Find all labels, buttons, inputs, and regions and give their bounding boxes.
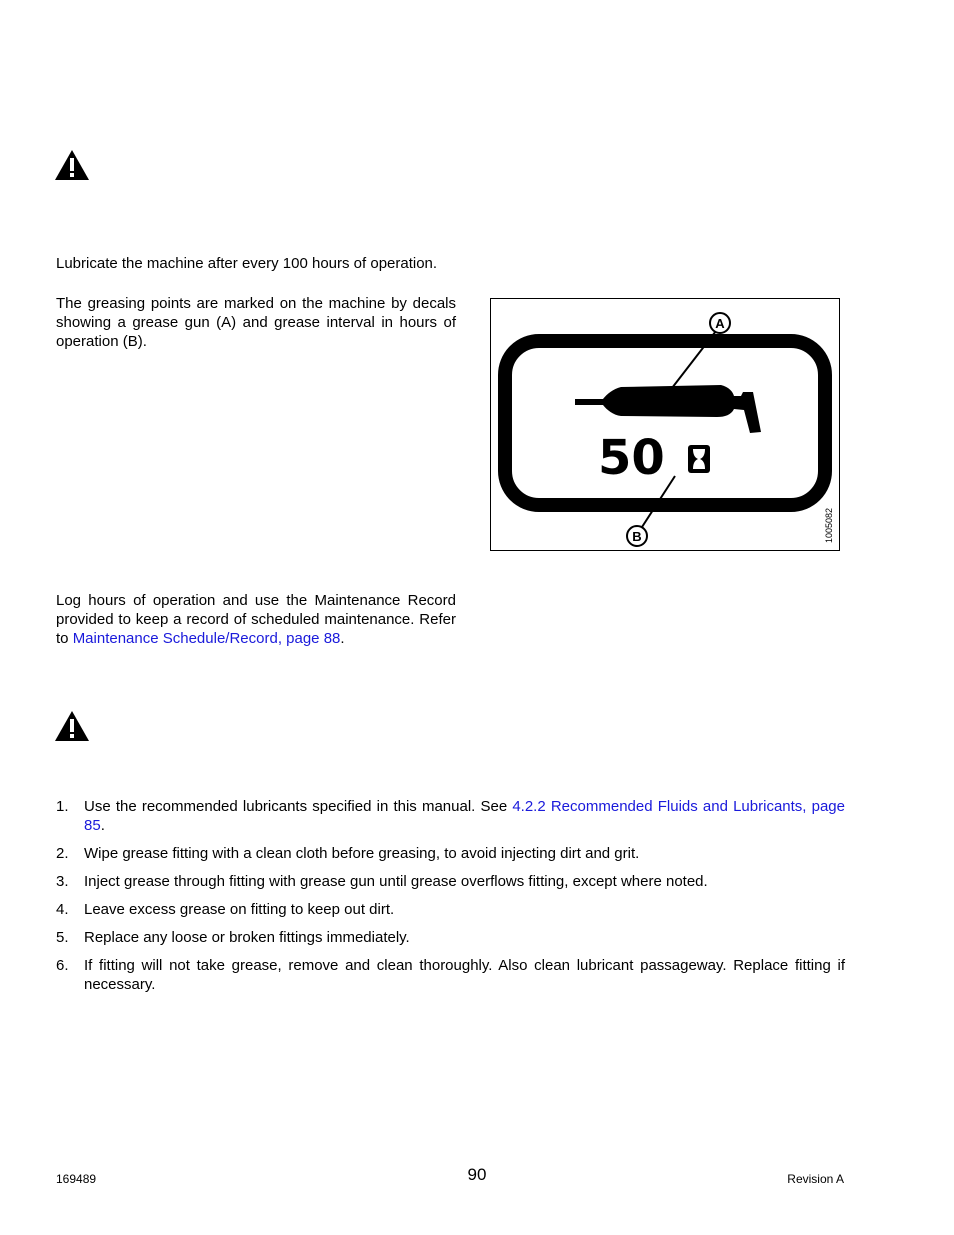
hourglass-icon <box>688 445 710 473</box>
svg-text:B: B <box>632 529 642 544</box>
step-6: 6. If fitting will not take grease, remove and clean thoroughly. Also clean lubricant passageway. Replace fitting if necessary. <box>56 957 845 993</box>
interval-value: 50 <box>598 430 665 486</box>
svg-text:A: A <box>715 316 725 331</box>
fluids-lubricants-link[interactable]: 4.2.2 Recommended Fluids and Lubricants, page 85 <box>84 798 845 834</box>
step-2: 2. Wipe grease fitting with a clean cloth before greasing, to avoid injecting dirt and grit. <box>56 845 640 862</box>
callout-a <box>710 313 730 333</box>
image-code: 1005082 <box>824 507 834 543</box>
decal-description: The greasing points are marked on the machine by decals showing a grease gun (A) and grease interval in hours of operation (B). <box>56 295 456 350</box>
procedure-steps <box>56 797 845 1003</box>
step-5: 5. Replace any loose or broken fittings immediately. <box>56 929 410 946</box>
grease-decal-figure <box>490 298 840 551</box>
log-text-end: . <box>340 630 345 647</box>
doc-number: 169489 <box>56 1172 97 1186</box>
grease-gun-icon <box>575 385 761 433</box>
log-text-start: Log hours of operation and use the Maintenance Record provided to keep a record of scheduled maintenance. Refer to <box>56 592 456 647</box>
callout-b <box>627 526 647 546</box>
revision-label: Revision A <box>787 1172 844 1186</box>
intro-text: Lubricate the machine after every 100 hours of operation. <box>56 255 438 272</box>
maintenance-schedule-link[interactable]: Maintenance Schedule/Record, page 88 <box>72 630 341 647</box>
page-number: 90 <box>467 1165 487 1184</box>
step-4: 4. Leave excess grease on fitting to keep out dirt. <box>56 901 395 918</box>
step-3: 3. Inject grease through fitting with grease gun until grease overflows fitting, except where noted. <box>56 873 708 890</box>
warning-triangle-icon <box>54 710 90 742</box>
step-1: 1. Use the recommended lubricants specified in this manual. See 4.2.2 Recommended Fluids and Lubricants, page 85. <box>56 798 845 834</box>
warning-triangle-icon <box>54 149 90 181</box>
log-hours-text <box>56 591 456 648</box>
